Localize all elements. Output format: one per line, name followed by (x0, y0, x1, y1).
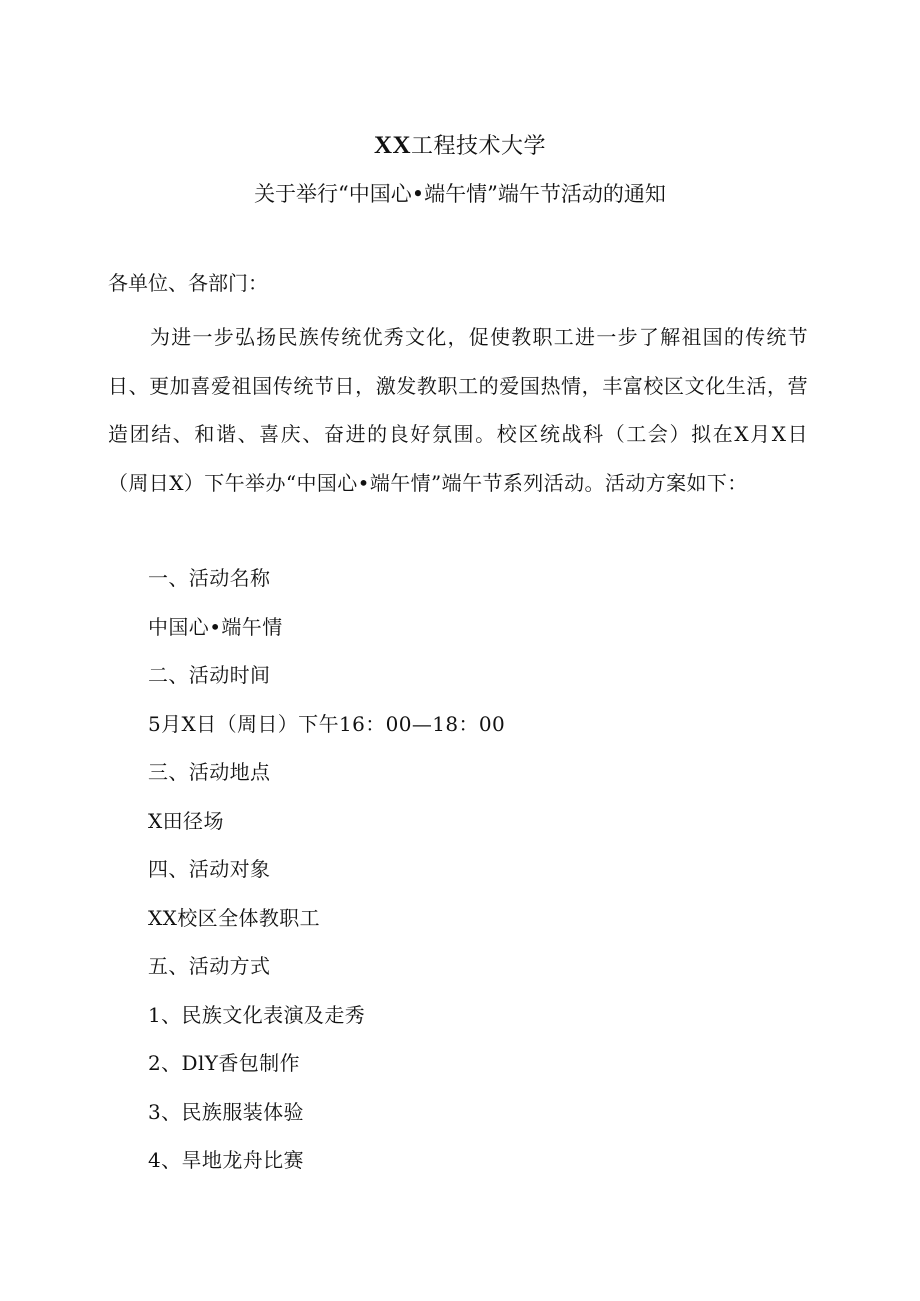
organization-title (0, 124, 920, 168)
document-header (0, 124, 920, 216)
list-item: 4、旱地龙舟比赛 (148, 1148, 304, 1172)
section-heading-location: 三、活动地点 (148, 760, 271, 784)
list-item: 1、民族文化表演及走秀 (148, 1002, 366, 1027)
section-heading-participants: 四、活动对象 (148, 857, 271, 881)
organization-name: 工程技术大学 (411, 134, 547, 159)
list-item: 2、DlY香包制作 (148, 1051, 300, 1075)
activity-sections (148, 554, 808, 1185)
section-content-time: 5月X日（周日）下午16：00—18：00 (148, 711, 506, 736)
section-content-name: 中国心•端午情 (148, 614, 283, 639)
notice-title: 关于举行“中国心•端午情”端午节活动的通知 (254, 182, 666, 206)
section-heading-name: 一、活动名称 (148, 566, 271, 590)
section-heading-time: 二、活动时间 (148, 663, 271, 687)
section-content-location: X田径场 (148, 808, 224, 833)
section-content-participants: XX校区全体教职工 (148, 905, 321, 930)
intro-paragraph: 为进一步弘扬民族传统优秀文化，促使教职工进一步了解祖国的传统节日、更加喜爱祖国传统节日，激发教职工的爱国热情，丰富校区文化生活，营造团结、和谐、喜庆、奋进的良好氛围。校区统战科（工会）拟在X月X日（周日X）下午举办“中国心•端午情”端午节系列活动。活动方案如下： (108, 325, 808, 495)
organization-abbrev: XX (373, 132, 412, 159)
salutation: 各单位、各部门： (108, 271, 268, 295)
list-item: 3、民族服装体验 (148, 1099, 304, 1124)
section-heading-method: 五、活动方式 (148, 954, 271, 978)
